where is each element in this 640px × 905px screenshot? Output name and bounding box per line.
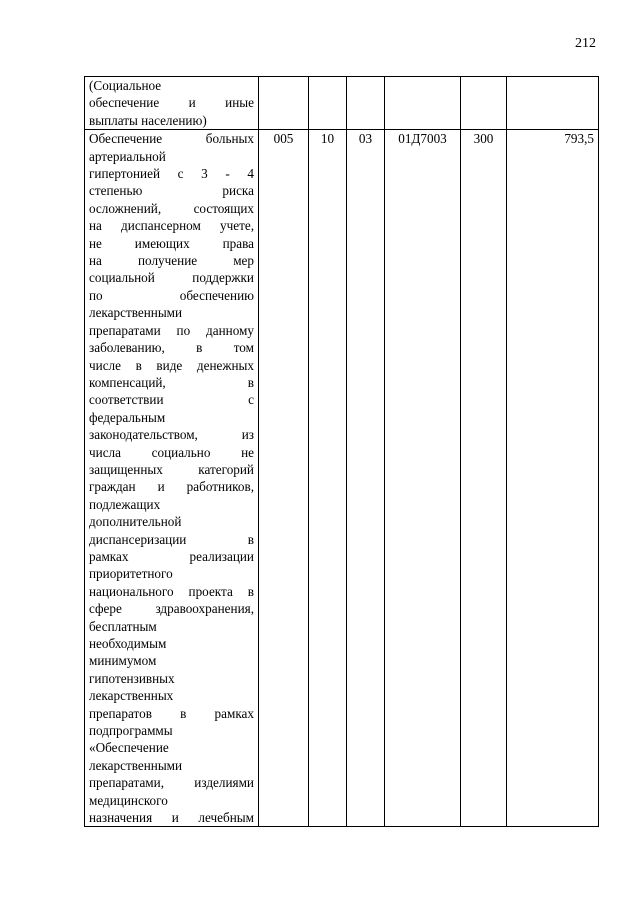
row-1-section-cell xyxy=(309,77,347,130)
ministry-code-cell: 005 xyxy=(259,130,309,827)
description-line: осложнений, состоящих xyxy=(89,200,254,216)
description-line: числа социально не xyxy=(89,444,254,460)
description-line: законодательством, из xyxy=(89,427,254,443)
description-line: дополнительной xyxy=(89,514,182,530)
description-line: граждан и работников, xyxy=(89,479,254,495)
description-line: рамках реализации xyxy=(89,548,254,564)
description-line: препаратами по данному xyxy=(89,322,254,338)
row-1-description xyxy=(85,77,259,130)
description-line: лекарственными xyxy=(89,305,183,321)
description-line: на получение мер xyxy=(89,253,254,269)
description-line: числе в виде денежных xyxy=(89,357,254,373)
row-1-ministry-cell xyxy=(259,77,309,130)
section-code-cell: 10 xyxy=(309,130,347,827)
description-line: степенью риска xyxy=(89,183,254,199)
description-line: подпрограммы xyxy=(89,723,173,739)
description-line: лекарственных xyxy=(89,688,174,704)
description-line: «Обеспечение xyxy=(89,740,169,756)
row-1-amount-cell xyxy=(507,77,599,130)
description-line: (Социальное xyxy=(89,78,162,93)
description-line: артериальной xyxy=(89,148,166,164)
description-line: Обеспечение больных xyxy=(89,131,254,147)
description-line: медицинского xyxy=(89,792,168,808)
page-number: 212 xyxy=(575,36,596,51)
amount-cell: 793,5 xyxy=(507,130,599,827)
description-line: федеральным xyxy=(89,409,166,425)
description-line: препаратов в рамках xyxy=(89,705,254,721)
description-line: препаратами, изделиями xyxy=(89,775,254,791)
description-line: приоритетного xyxy=(89,566,173,582)
description-line: на диспансерном учете, xyxy=(89,218,254,234)
description-line: бесплатным xyxy=(89,618,157,634)
table-row xyxy=(85,77,599,130)
description-line: минимумом xyxy=(89,653,157,669)
description-line: заболеванию, в том xyxy=(89,340,254,356)
budget-table xyxy=(84,76,599,827)
description-line: выплаты населению) xyxy=(89,112,207,128)
subsection-code-cell: 03 xyxy=(347,130,385,827)
description-line: обеспечение и иные xyxy=(89,95,254,111)
row-1-subsection-cell xyxy=(347,77,385,130)
description-line: социальной поддержки xyxy=(89,270,254,286)
row-1-expense-type-cell xyxy=(461,77,507,130)
description-line: соответствии с xyxy=(89,392,254,408)
description-line: по обеспечению xyxy=(89,287,254,303)
expense-type-cell: 300 xyxy=(461,130,507,827)
description-line: национального проекта в xyxy=(89,583,254,599)
description-line: компенсаций, в xyxy=(89,374,254,390)
description-line: необходимым xyxy=(89,636,167,651)
row-1-target-article-cell xyxy=(385,77,461,130)
description-line: гипертонией с 3 - 4 xyxy=(89,166,254,182)
row-2-description xyxy=(85,130,259,827)
description-line: подлежащих xyxy=(89,496,161,512)
description-line: не имеющих права xyxy=(89,235,254,251)
description-line: назначения и лечебным xyxy=(89,810,254,826)
table-row xyxy=(85,130,599,827)
description-line: защищенных категорий xyxy=(89,461,254,477)
description-line: лекарственными xyxy=(89,757,183,773)
description-line: сфере здравоохранения, xyxy=(89,601,254,617)
target-article-cell: 01Д7003 xyxy=(385,130,461,827)
description-line: диспансеризации в xyxy=(89,531,254,547)
description-line: гипотензивных xyxy=(89,670,175,686)
